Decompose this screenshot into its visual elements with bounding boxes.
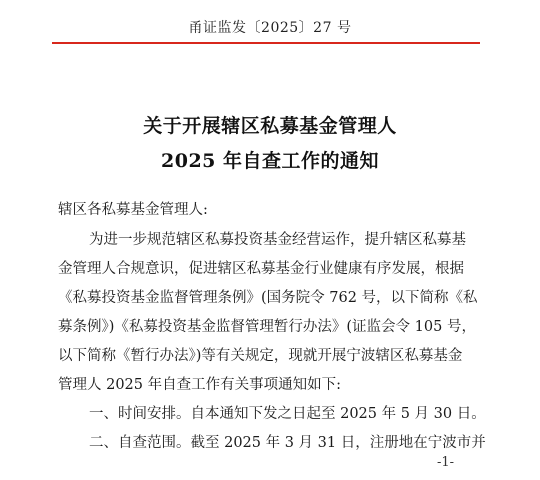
page-number: -1- bbox=[437, 455, 455, 470]
addressee: 辖区各私募基金管理人: bbox=[58, 202, 208, 218]
body-line: 以下简称《暂行办法》)等有关规定，现就开展宁波辖区私募基金 bbox=[58, 348, 463, 364]
body-line: 为进一步规范辖区私募投资基金经营运作，提升辖区私募基 bbox=[89, 232, 466, 248]
section-scope: 二、自查范围。截至 2025 年 3 月 31 日，注册地在宁波市并 bbox=[89, 435, 486, 451]
body-line: 管理人 2025 年自查工作有关事项通知如下: bbox=[58, 377, 342, 393]
red-header-rule bbox=[52, 42, 480, 44]
body-line: 《私募投资基金监督管理条例》(国务院令 762 号，以下简称《私 bbox=[58, 290, 478, 306]
section-time-arrangement: 一、时间安排。自本通知下发之日起至 2025 年 5 月 30 日。 bbox=[89, 406, 486, 422]
document-title-line-1: 关于开展辖区私募基金管理人 bbox=[143, 115, 397, 137]
body-line: 金管理人合规意识，促进辖区私募基金行业健康有序发展，根据 bbox=[58, 261, 464, 277]
document-number: 甬证监发〔2025〕27 号 bbox=[188, 20, 352, 36]
document-title-line-2: 2025 年自查工作的通知 bbox=[161, 150, 379, 172]
body-line: 募条例》)《私募投资基金监督管理暂行办法》(证监会令 105 号， bbox=[58, 319, 476, 335]
